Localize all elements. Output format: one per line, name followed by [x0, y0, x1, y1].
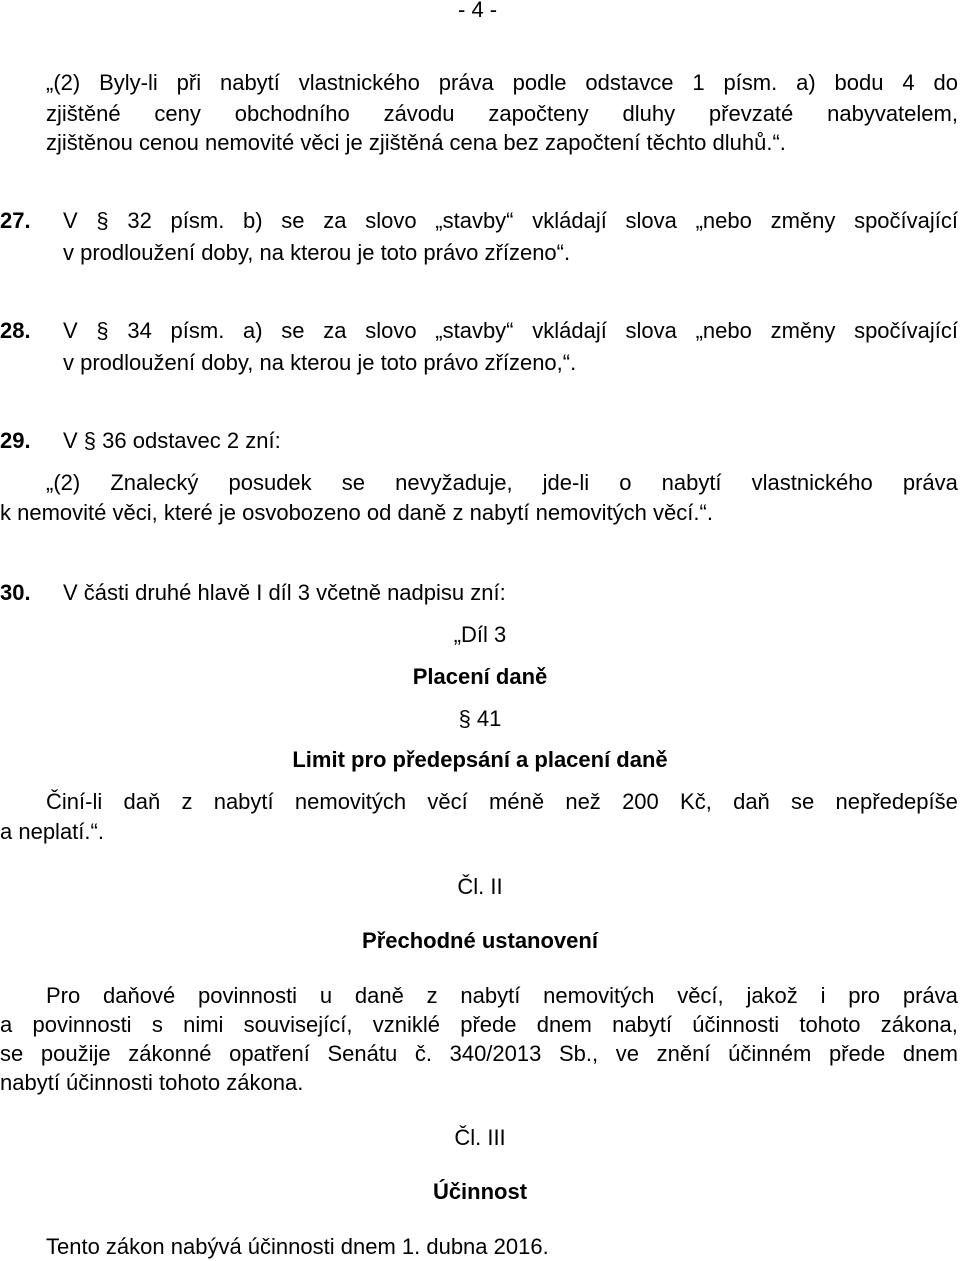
- word: nemovitých: [294, 789, 407, 814]
- word: účinném: [728, 1041, 812, 1066]
- word: ve: [615, 1041, 640, 1066]
- item-29-text: V § 36 odstavec 2 zní:: [63, 428, 281, 453]
- item-number-28: 28.: [0, 318, 31, 343]
- word: při: [176, 70, 202, 95]
- article-ii-title: Přechodné ustanovení: [362, 928, 598, 953]
- word: závodu: [383, 101, 455, 126]
- word: práva: [902, 983, 958, 1008]
- word: Sb.,: [559, 1041, 599, 1066]
- word: Senátu: [327, 1041, 398, 1066]
- word: opatření: [229, 1041, 310, 1066]
- word: „(2): [46, 470, 81, 495]
- item-29-quote-line: [46, 470, 958, 496]
- word: převzaté: [708, 101, 794, 126]
- word: písm.: [170, 318, 225, 343]
- word: se: [281, 208, 305, 233]
- word: 34: [127, 318, 152, 343]
- article-ii-line: [0, 1041, 958, 1067]
- article-iii-text: Tento zákon nabývá účinnosti dnem 1. dubna 2016.: [46, 1234, 549, 1259]
- word: č.: [414, 1041, 432, 1066]
- word: Pro: [46, 983, 81, 1008]
- word: do: [933, 70, 958, 95]
- item-30-text: V části druhé hlavě I díl 3 včetně nadpisu zní:: [63, 580, 506, 605]
- item-27-line: v prodloužení doby, na kterou je toto právo zřízeno“.: [63, 240, 571, 265]
- word: dnem: [536, 1012, 592, 1037]
- word: u: [319, 983, 333, 1008]
- word: slova: [625, 318, 677, 343]
- word: účinnosti: [692, 1012, 780, 1037]
- word: věcí,: [677, 983, 724, 1008]
- word: přede: [460, 1012, 517, 1037]
- dil-heading: „Díl 3: [453, 622, 507, 647]
- word: přede: [828, 1041, 886, 1066]
- word: věcí: [427, 789, 468, 814]
- word: Znalecký: [110, 470, 199, 495]
- section-number: § 41: [458, 706, 502, 731]
- word: práva: [438, 70, 494, 95]
- paragraph-line: zjištěnou cenou nemovité věci je zjištěná cena bez započtení těchto dluhů.“.: [46, 130, 786, 155]
- word: „nebo: [695, 208, 752, 233]
- paragraph-line: [46, 70, 958, 96]
- word: a: [0, 1012, 13, 1037]
- word: daňové: [103, 983, 176, 1008]
- article-ii-line: [0, 1012, 958, 1038]
- word: než: [565, 789, 601, 814]
- word: vkládají: [532, 208, 607, 233]
- word: vlastnického: [751, 470, 873, 495]
- word: slovo: [365, 318, 417, 343]
- word: nabytí: [661, 470, 722, 495]
- word: méně: [489, 789, 545, 814]
- word: „stavby“: [435, 318, 514, 343]
- word: obchodního: [234, 101, 350, 126]
- article-iii-heading: Čl. III: [454, 1125, 506, 1150]
- word: jde-li: [542, 470, 590, 495]
- word: nabytí: [213, 789, 274, 814]
- article-ii-heading: Čl. II: [457, 874, 503, 899]
- word: dnem: [902, 1041, 958, 1066]
- word: posudek: [228, 470, 312, 495]
- word: nepředepíše: [835, 789, 958, 814]
- word: V: [63, 208, 78, 233]
- word: nabytí: [460, 983, 521, 1008]
- word: související,: [243, 1012, 353, 1037]
- section-body-line: a neplatí.“.: [0, 819, 104, 844]
- article-iii-title: Účinnost: [432, 1179, 528, 1204]
- word: 32: [127, 208, 152, 233]
- word: o: [619, 470, 632, 495]
- word: písm.: [723, 70, 778, 95]
- item-number-27: 27.: [0, 208, 31, 233]
- word: pro: [848, 983, 881, 1008]
- word: Byly-li: [99, 70, 158, 95]
- word: vzniklé: [372, 1012, 440, 1037]
- word: 1: [692, 70, 705, 95]
- word: tohoto: [799, 1012, 861, 1037]
- word: použije: [40, 1041, 111, 1066]
- word: Činí-li: [46, 789, 103, 814]
- word: jakož: [746, 983, 798, 1008]
- word: zákonné: [128, 1041, 212, 1066]
- word: Kč,: [680, 789, 712, 814]
- word: s: [151, 1012, 163, 1037]
- word: podle: [512, 70, 567, 95]
- word: povinnosti: [198, 983, 298, 1008]
- word: spočívající: [854, 208, 958, 233]
- word: slova: [625, 208, 677, 233]
- word: za: [323, 318, 347, 343]
- word: spočívající: [854, 318, 958, 343]
- word: bodu: [834, 70, 884, 95]
- dil-title: Placení daně: [412, 664, 548, 689]
- word: z: [426, 983, 438, 1008]
- word: odstavce: [585, 70, 674, 95]
- word: b): [243, 208, 263, 233]
- word: daň: [123, 789, 161, 814]
- word: znění: [656, 1041, 711, 1066]
- word: písm.: [170, 208, 225, 233]
- word: se: [0, 1041, 24, 1066]
- word: nabytí: [612, 1012, 673, 1037]
- word: 200: [622, 789, 659, 814]
- word: za: [323, 208, 347, 233]
- item-28-line: [63, 318, 958, 344]
- word: se: [281, 318, 305, 343]
- item-27-line: [63, 208, 958, 234]
- word: dluhy: [622, 101, 676, 126]
- item-number-29: 29.: [0, 428, 31, 453]
- word: z: [181, 789, 193, 814]
- word: a): [243, 318, 263, 343]
- word: změny: [770, 208, 836, 233]
- word: „nebo: [695, 318, 752, 343]
- item-29-quote-line: k nemovité věci, které je osvobozeno od daně z nabytí nemovitých věcí.“.: [0, 500, 713, 525]
- word: nevyžaduje,: [395, 470, 513, 495]
- section-title: Limit pro předepsání a placení daně: [292, 747, 668, 772]
- word: vkládají: [532, 318, 607, 343]
- word: se: [791, 789, 815, 814]
- word: „(2): [46, 70, 81, 95]
- word: 4: [902, 70, 915, 95]
- word: se: [341, 470, 366, 495]
- word: zjištěné: [46, 101, 121, 126]
- word: daň: [733, 789, 770, 814]
- word: změny: [770, 318, 836, 343]
- word: a): [796, 70, 816, 95]
- word: i: [820, 983, 826, 1008]
- word: 340/2013: [449, 1041, 542, 1066]
- item-number-30: 30.: [0, 580, 31, 605]
- word: nimi: [183, 1012, 224, 1037]
- word: daně: [354, 983, 404, 1008]
- paragraph-line: [46, 101, 958, 127]
- word: nabytí: [219, 70, 280, 95]
- word: V: [63, 318, 78, 343]
- item-28-line: v prodloužení doby, na kterou je toto právo zřízeno,“.: [63, 350, 577, 375]
- word: nemovitých: [543, 983, 655, 1008]
- article-ii-line: [46, 983, 958, 1009]
- word: povinnosti: [32, 1012, 132, 1037]
- word: práva: [902, 470, 958, 495]
- word: ceny: [154, 101, 201, 126]
- word: započteny: [488, 101, 589, 126]
- word: §: [96, 208, 109, 233]
- word: zákona,: [880, 1012, 958, 1037]
- word: slovo: [365, 208, 417, 233]
- page-number: - 4 -: [458, 0, 498, 22]
- section-body-line: [46, 789, 958, 815]
- word: vlastnického: [298, 70, 420, 95]
- word: nabyvatelem,: [827, 101, 958, 126]
- word: §: [96, 318, 109, 343]
- article-ii-line: nabytí účinnosti tohoto zákona.: [0, 1070, 304, 1095]
- word: „stavby“: [435, 208, 514, 233]
